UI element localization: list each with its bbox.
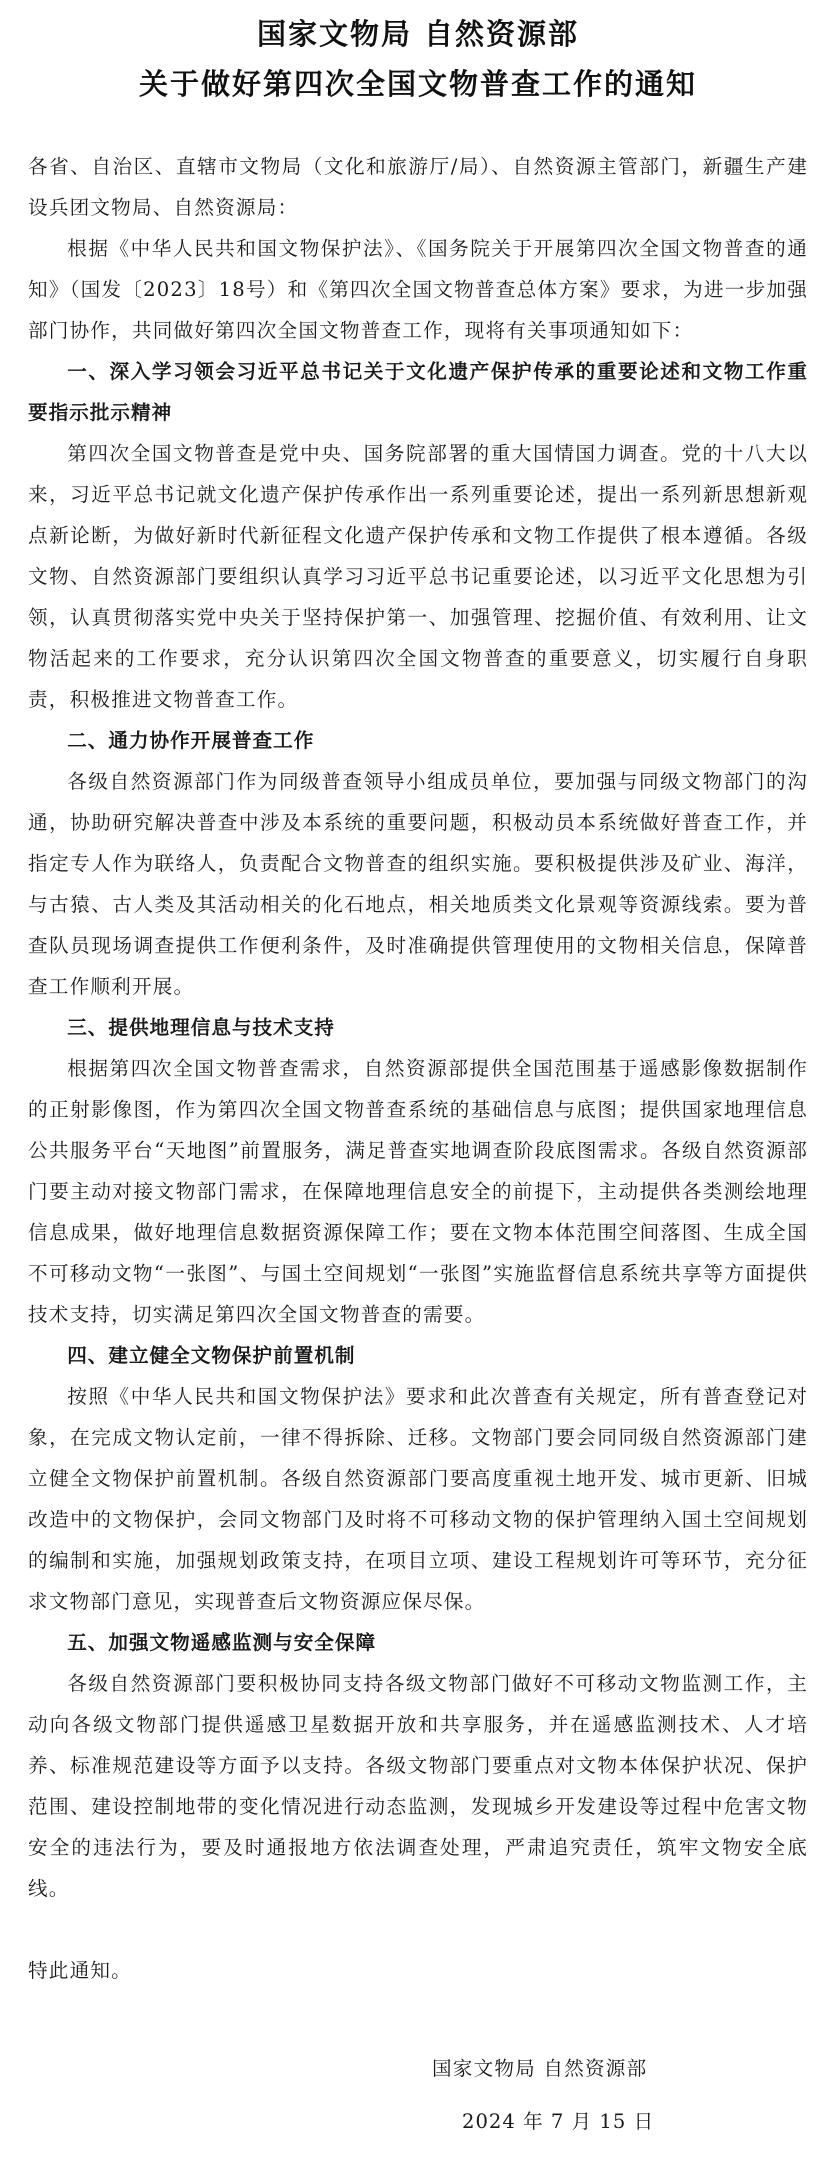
section-heading-2: 二、通力协作开展普查工作 [67,729,315,752]
document-body [28,146,808,1991]
section-body-3: 根据第四次全国文物普查需求，自然资源部提供全国范围基于遥感影像数据制作的正射影像图，作为第四次全国文物普查系统的基础信息与底图；提供国家地理信息公共服务平台“天地图”前置服务，满足普查实地调查阶段底图需求。各级自然资源部门要主动对接文物部门需求，在保障地理信息安全的前提下，主动提供各类测绘地理信息成果，做好地理信息数据资源保障工作；要在文物本体范围空间落图、生成全国不可移动文物“一张图”、与国土空间规划“一张图”实施监督信息系统共享等方面提供技术支持，切实满足第四次全国文物普查的需要。 [28,1057,808,1326]
recipients-line: 各省、自治区、直辖市文物局（文化和旅游厅/局）、自然资源主管部门，新疆生产建设兵团文物局、自然资源局： [28,155,808,219]
issue-date: 2024 年 7 月 15 日 [462,2110,655,2133]
title-subject: 关于做好第四次全国文物普查工作的通知 [138,67,697,101]
section-body-1: 第四次全国文物普查是党中央、国务院部署的重大国情国力调查。党的十八大以来，习近平总书记就文化遗产保护传承作出一系列重要论述，提出一系列新思想新观点新论断，为做好新时代新征程文化遗产保护传承和文物工作提供了根本遵循。各级文物、自然资源部门要组织认真学习习近平总书记重要论述，以习近平文化思想为引领，认真贯彻落实党中央关于坚持保护第一、加强管理、挖掘价值、有效利用、让文物活起来的工作要求，充分认识第四次全国文物普查的重要意义，切实履行自身职责，积极推进文物普查工作。 [28,442,808,711]
section-body-4: 按照《中华人民共和国文物保护法》要求和此次普查有关规定，所有普查登记对象，在完成文物认定前，一律不得拆除、迁移。文物部门要会同同级自然资源部门建立健全文物保护前置机制。各级自然资源部门要高度重视土地开发、城市更新、旧城改造中的文物保护，会同文物部门及时将不可移动文物的保护管理纳入国土空间规划的编制和实施，加强规划政策支持，在项目立项、建设工程规划许可等环节，充分征求文物部门意见，实现普查后文物资源应保尽保。 [28,1385,808,1613]
intro-paragraph: 根据《中华人民共和国文物保护法》、《国务院关于开展第四次全国文物普查的通知》（国发〔2023〕18号）和《第四次全国文物普查总体方案》要求，为进一步加强部门协作，共同做好第四次全国文物普查工作，现将有关事项通知如下： [28,237,808,342]
section-heading-5: 五、加强文物遥感监测与安全保障 [67,1631,377,1654]
signature-issuers: 国家文物局 自然资源部 [432,2057,648,2080]
title-issuers: 国家文物局 自然资源部 [256,17,580,51]
section-body-2: 各级自然资源部门作为同级普查领导小组成员单位，要加强与同级文物部门的沟通，协助研究解决普查中涉及本系统的重要问题，积极动员本系统做好普查工作，并指定专人作为联络人，负责配合文物普查的组织实施。要积极提供涉及矿业、海洋，与古猿、古人类及其活动相关的化石地点，相关地质类文化景观等资源线索。要为普查队员现场调查提供工作便利条件，及时准确提供管理使用的文物相关信息，保障普查工作顺利开展。 [28,770,808,998]
closing-line: 特此通知。 [28,1959,132,1982]
section-heading-3: 三、提供地理信息与技术支持 [67,1016,335,1039]
section-heading-4: 四、建立健全文物保护前置机制 [67,1344,356,1367]
section-body-5: 各级自然资源部门要积极协同支持各级文物部门做好不可移动文物监测工作，主动向各级文物部门提供遥感卫星数据开放和共享服务，并在遥感监测技术、人才培养、标准规范建设等方面予以支持。各级文物部门要重点对文物本体保护状况、保护范围、建设控制地带的变化情况进行动态监测，发现城乡开发建设等过程中危害文物安全的违法行为，要及时通报地方依法调查处理，严肃追究责任，筑牢文物安全底线。 [28,1672,808,1900]
section-heading-1: 一、深入学习领会习近平总书记关于文化遗产保护传承的重要论述和文物工作重要指示批示精神 [28,360,808,424]
document-title [28,0,808,104]
